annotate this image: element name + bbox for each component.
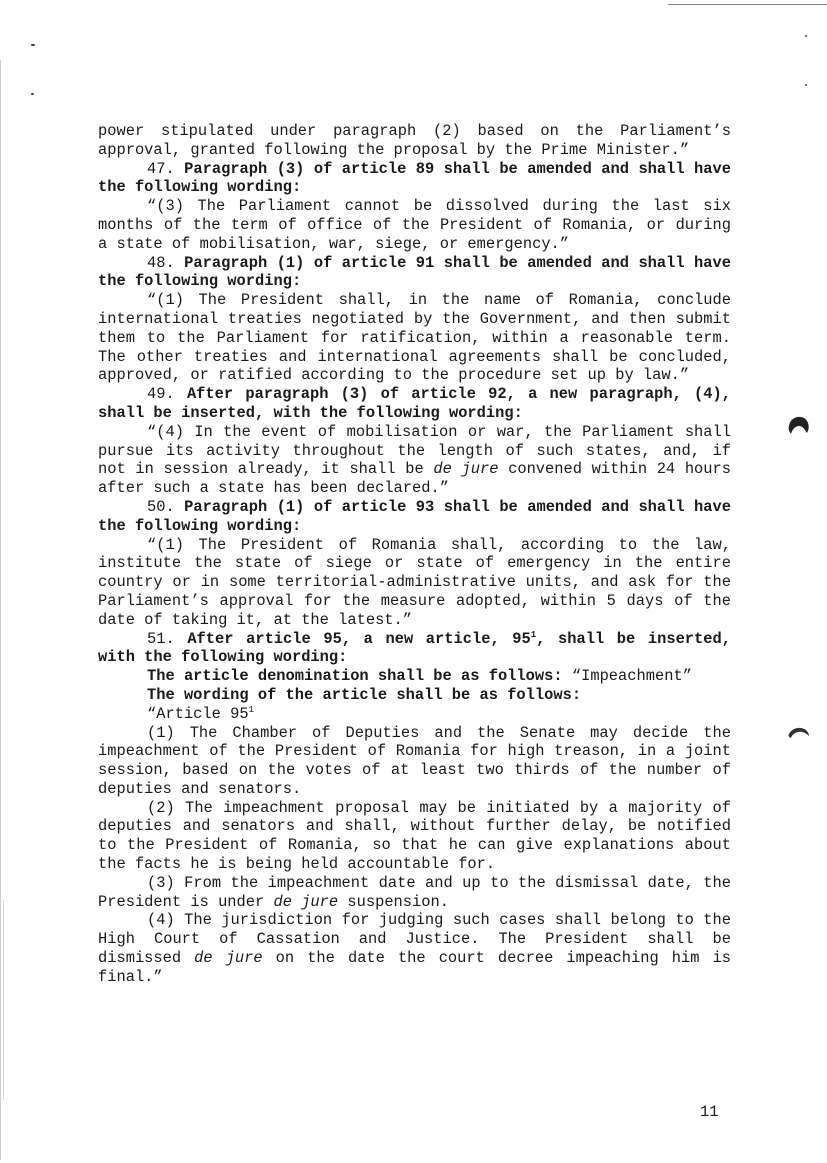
scan-border-left-inner bbox=[3, 900, 4, 1100]
document-body bbox=[98, 122, 731, 987]
text-run: 48. bbox=[147, 253, 185, 272]
text-run: de jure bbox=[433, 460, 499, 479]
text-run: “Article 95 bbox=[147, 704, 249, 723]
paragraph-denom-label bbox=[98, 667, 731, 686]
text-run: de jure bbox=[194, 949, 263, 968]
text-run: (2) The impeachment proposal may be initiated by a majority of deputies and senators and shall, without further delay, be notified to the President of Romania, so that he can give explanations about the facts he is being held accountable for. bbox=[98, 798, 731, 874]
text-run: Paragraph (1) of article 91 shall be amended and shall have the following wording: bbox=[98, 253, 731, 291]
scan-border-top bbox=[668, 4, 827, 5]
scan-speck bbox=[805, 84, 807, 86]
text-run: Paragraph (3) of article 89 shall be amended and shall have the following wording: bbox=[98, 159, 731, 197]
page-number: 11 bbox=[700, 1103, 719, 1121]
text-run: 50. bbox=[147, 497, 185, 516]
paragraph-item-48 bbox=[98, 254, 731, 292]
text-run: , shall be inserted, with the following wording: bbox=[98, 629, 731, 667]
paragraph-art-heading bbox=[98, 705, 731, 724]
hole-punch-mark bbox=[786, 724, 812, 748]
text-run: “Impeachment” bbox=[562, 667, 692, 686]
paragraph-wording-label bbox=[98, 686, 731, 705]
text-run: “(4) In the event of mobilisation or war, the Parliament shall pursue its activity throughout the length of such states, and, if not in session already, it shall be bbox=[98, 422, 731, 479]
text-run: convened within 24 hours after such a state has been declared.” bbox=[98, 460, 731, 498]
scan-speck bbox=[31, 93, 34, 95]
text-run: After paragraph (3) of article 92, a new paragraph, (4), shall be inserted, with the following wording: bbox=[98, 385, 731, 422]
paragraph-item-47 bbox=[98, 160, 731, 198]
scan-border-left bbox=[0, 60, 1, 1160]
scan-speck bbox=[805, 35, 807, 37]
text-run: After article 95, a new article, 95 bbox=[187, 629, 531, 648]
paragraph-item-50 bbox=[98, 498, 731, 536]
text-run: 49. bbox=[147, 385, 187, 404]
text-run: The article denomination shall be as follows: bbox=[147, 667, 563, 686]
text-run: The wording of the article shall be as follows: bbox=[147, 685, 582, 704]
scan-speck bbox=[31, 44, 35, 46]
paragraph-q-50 bbox=[98, 536, 731, 630]
paragraph-art-1 bbox=[98, 724, 731, 799]
paragraph-art-4 bbox=[98, 911, 731, 986]
text-run: 1 bbox=[530, 629, 537, 640]
text-run: Paragraph (1) of article 93 shall be amended and shall have the following wording: bbox=[98, 497, 731, 535]
hole-punch-mark bbox=[786, 414, 812, 438]
paragraph-art-2 bbox=[98, 799, 731, 874]
paragraph-q-48 bbox=[98, 291, 731, 385]
paragraph-q-49 bbox=[98, 423, 731, 498]
text-run: (1) The Chamber of Deputies and the Senate may decide the impeachment of the President of Romania for high treason, in a joint session, based on the votes of at least two thirds of the number of deputies and senators. bbox=[98, 723, 731, 798]
paragraph-art-3 bbox=[98, 874, 731, 912]
text-run: “(1) The President shall, in the name of Romania, conclude international treaties negotiated by the Government, and then submit them to the Parliament for ratification, within a reasonable term. The other treaties and international agreements shall be concluded, approved, or ratified according to the procedure set up by law.” bbox=[98, 291, 731, 385]
paragraph-item-51 bbox=[98, 630, 731, 668]
text-run: power stipulated under paragraph (2) based on the Parliament’s approval, granted following the proposal by the Prime Minister.” bbox=[98, 122, 731, 159]
text-run: de jure bbox=[273, 892, 339, 911]
text-run: 47. bbox=[147, 159, 185, 178]
text-run: 1 bbox=[248, 704, 255, 715]
text-run: 51. bbox=[147, 629, 188, 648]
paragraph-item-49 bbox=[98, 385, 731, 423]
text-run: on the date the court decree impeaching him is final.” bbox=[98, 949, 732, 986]
text-run: “(3) The Parliament cannot be dissolved during the last six months of the term of office of the President of Romania, or during a state of mobilisation, war, siege, or emergency.” bbox=[98, 197, 731, 253]
text-run: (4) The jurisdiction for judging such cases shall belong to the High Court of Cassation and Justice. The President shall be dismissed bbox=[98, 911, 731, 968]
text-run: “(1) The President of Romania shall, according to the law, institute the state of siege or state of emergency in the entire country or in some territorial-administrative units, and ask for the Parliament’s approval for the measure adopted, within 5 days of the date of taking it, at the latest.” bbox=[98, 535, 731, 629]
text-run: suspension. bbox=[338, 892, 449, 911]
text-run: (3) From the impeachment date and up to the dismissal date, the President is under bbox=[98, 873, 731, 911]
paragraph-p-cont bbox=[98, 122, 731, 160]
paragraph-q-47 bbox=[98, 197, 731, 253]
